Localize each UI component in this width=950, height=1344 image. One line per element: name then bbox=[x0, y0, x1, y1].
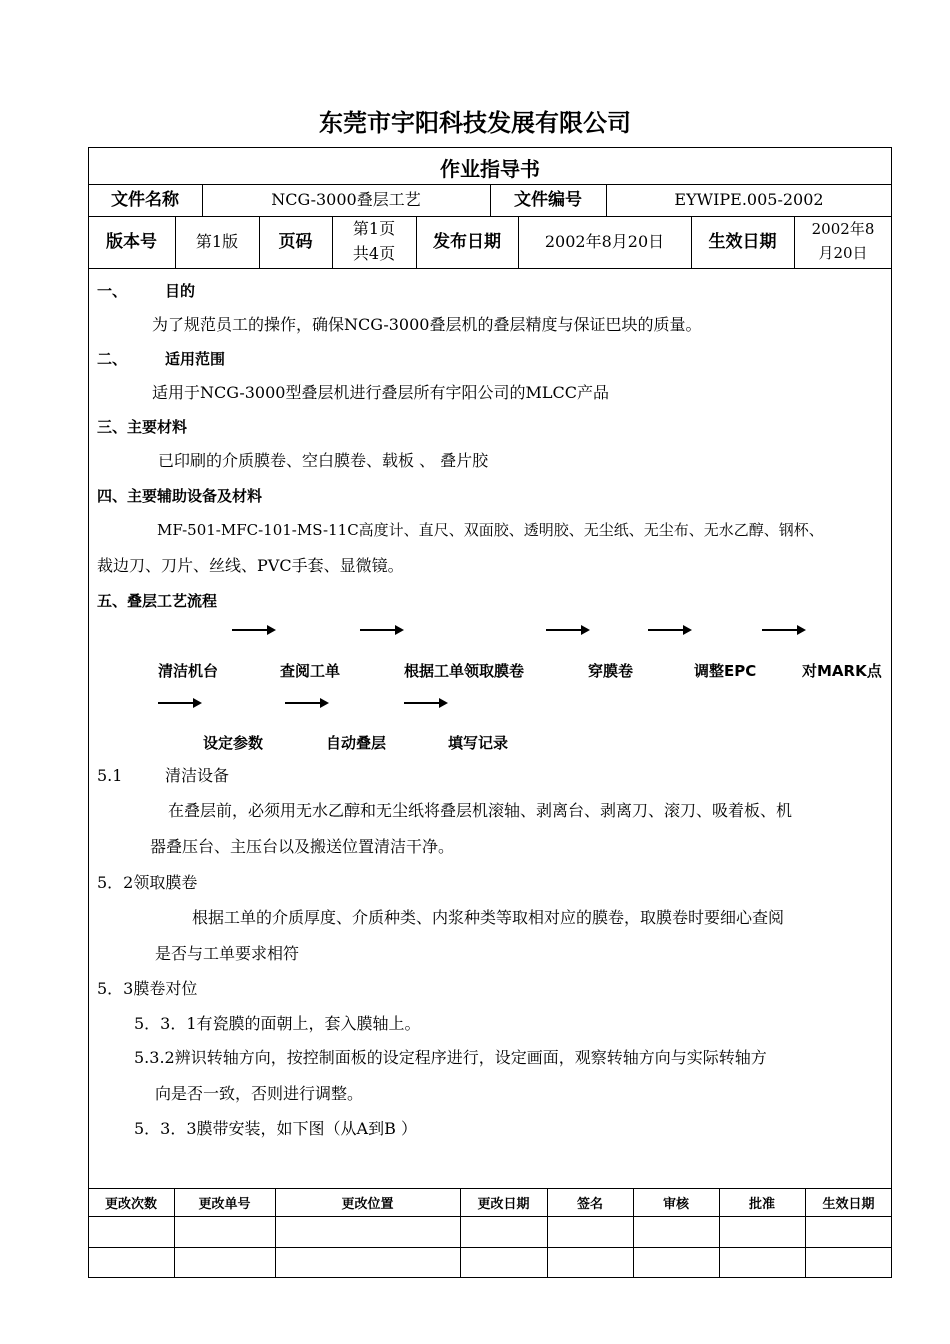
step-5-3-2-line1: 5.3.2辨识转轴方向，按控制面板的设定程序进行，设定画面，观察转轴方向与实际转轴方 bbox=[134, 1048, 767, 1067]
divider bbox=[88, 268, 892, 269]
flow-arrow bbox=[360, 629, 402, 631]
divider bbox=[88, 1247, 892, 1248]
change-table-header: 签名 bbox=[576, 1196, 603, 1212]
version-value: 第1版 bbox=[195, 232, 239, 251]
step-5-3-2-line2: 向是否一致，否则进行调整。 bbox=[155, 1084, 364, 1103]
effective-date-line1: 2002年8 bbox=[811, 220, 875, 238]
file-number-label: 文件编号 bbox=[514, 190, 582, 210]
change-table-header: 更改日期 bbox=[477, 1196, 530, 1212]
company-name: 东莞市宇阳科技发展有限公司 bbox=[319, 109, 631, 137]
flow-arrow bbox=[762, 629, 804, 631]
page-current: 第1页 bbox=[352, 219, 396, 238]
effective-date-label: 生效日期 bbox=[708, 232, 777, 252]
section-2-number: 二、 bbox=[97, 350, 128, 368]
section-1-title: 目的 bbox=[165, 282, 196, 300]
flow-arrow bbox=[404, 702, 446, 704]
change-table-header: 生效日期 bbox=[822, 1196, 875, 1212]
section-3-title: 三、主要材料 bbox=[97, 418, 188, 436]
flow-step-adjust-epc: 调整EPC bbox=[694, 662, 757, 680]
effective-date-line2: 月20日 bbox=[818, 244, 868, 262]
step-5-1-number: 5.1 bbox=[97, 766, 123, 785]
page-total: 共4页 bbox=[352, 244, 396, 263]
flow-step-fill-record: 填写记录 bbox=[448, 734, 509, 752]
flow-arrow bbox=[232, 629, 274, 631]
flow-step-set-params: 设定参数 bbox=[203, 734, 264, 752]
flow-arrow bbox=[285, 702, 327, 704]
section-2-title: 适用范围 bbox=[165, 350, 226, 368]
flow-arrow bbox=[648, 629, 690, 631]
flow-step-thread-film: 穿膜卷 bbox=[588, 662, 634, 680]
flow-step-get-film: 根据工单领取膜卷 bbox=[404, 662, 525, 680]
step-5-2-title: 5．2领取膜卷 bbox=[97, 873, 198, 892]
flow-step-clean-machine: 清洁机台 bbox=[158, 662, 219, 680]
section-2-text: 适用于NCG-3000型叠层机进行叠层所有宇阳公司的MLCC产品 bbox=[152, 383, 609, 402]
section-4-text-line2: 裁边刀、刀片、丝线、PVC手套、显微镜。 bbox=[97, 556, 404, 575]
section-4-text-line1: MF-501-MFC-101-MS-11C高度计、直尺、双面胶、透明胶、无尘纸、无尘布、无水乙醇、钢杯、 bbox=[157, 521, 824, 539]
file-number-value: EYWIPE.005-2002 bbox=[674, 190, 824, 209]
page-label: 页码 bbox=[278, 232, 313, 252]
change-table-header: 更改单号 bbox=[198, 1196, 251, 1212]
step-5-1-title: 清洁设备 bbox=[165, 766, 230, 785]
flow-step-auto-stack: 自动叠层 bbox=[326, 734, 387, 752]
section-1-text: 为了规范员工的操作，确保NCG-3000叠层机的叠层精度与保证巴块的质量。 bbox=[152, 315, 702, 334]
version-label: 版本号 bbox=[106, 232, 157, 252]
document-title: 作业指导书 bbox=[440, 156, 540, 181]
flow-arrow bbox=[158, 702, 200, 704]
change-table-header: 批准 bbox=[748, 1196, 775, 1212]
change-table-header: 更改次数 bbox=[104, 1196, 157, 1212]
step-5-1-text-line1: 在叠层前，必须用无水乙醇和无尘纸将叠层机滚轴、剥离台、剥离刀、滚刀、吸着板、机 bbox=[168, 801, 793, 820]
step-5-3-title: 5．3膜卷对位 bbox=[97, 979, 198, 998]
section-3-text: 已印刷的介质膜卷、空白膜卷、载板 、 叠片胶 bbox=[158, 451, 489, 470]
file-name-value: NCG-3000叠层工艺 bbox=[271, 190, 421, 209]
publish-date-value: 2002年8月20日 bbox=[544, 232, 665, 251]
change-table-header: 审核 bbox=[662, 1196, 689, 1212]
section-1-number: 一、 bbox=[97, 282, 128, 300]
file-name-label: 文件名称 bbox=[111, 190, 179, 210]
flow-step-check-order: 查阅工单 bbox=[280, 662, 341, 680]
divider bbox=[88, 1216, 892, 1217]
step-5-1-text-line2: 器叠压台、主压台以及搬送位置清洁干净。 bbox=[150, 837, 455, 856]
publish-date-label: 发布日期 bbox=[433, 232, 501, 252]
step-5-2-text-line2: 是否与工单要求相符 bbox=[155, 944, 300, 963]
flow-step-align-mark: 对MARK点 bbox=[802, 662, 882, 680]
section-4-title: 四、主要辅助设备及材料 bbox=[97, 487, 263, 505]
step-5-2-text-line1: 根据工单的介质厚度、介质种类、内浆种类等取相对应的膜卷，取膜卷时要细心查阅 bbox=[192, 908, 785, 927]
step-5-3-1: 5．3．1有瓷膜的面朝上，套入膜轴上。 bbox=[134, 1014, 421, 1033]
section-5-title: 五、叠层工艺流程 bbox=[97, 592, 218, 610]
step-5-3-3: 5．3．3膜带安装，如下图（从A到B ） bbox=[134, 1119, 417, 1138]
flow-arrow bbox=[546, 629, 588, 631]
change-table-header: 更改位置 bbox=[341, 1196, 394, 1212]
